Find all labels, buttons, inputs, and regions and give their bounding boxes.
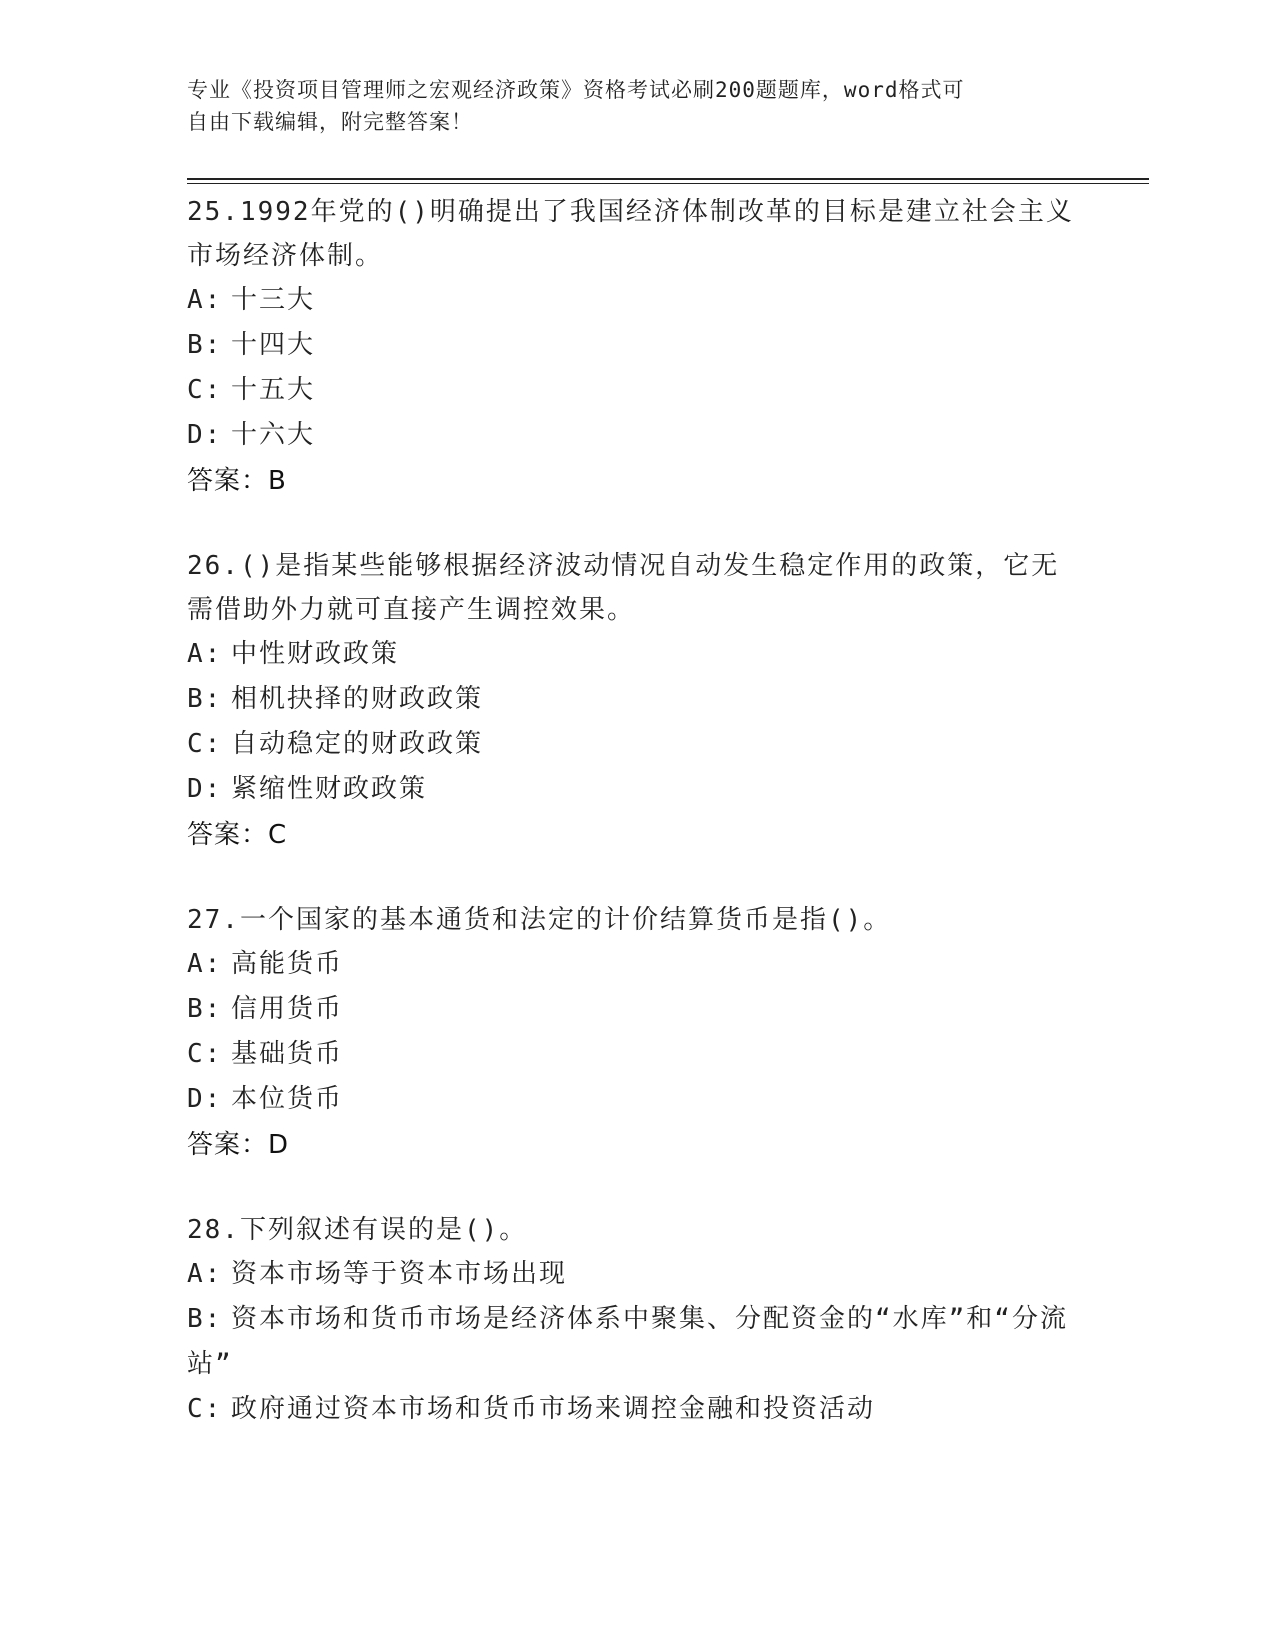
option-text: 十四大 (231, 330, 316, 360)
answer-line: 答案：D (187, 1130, 290, 1160)
option-d (187, 767, 1087, 812)
option-text: 中性财政政策 (231, 639, 400, 669)
option-key: A: (187, 639, 223, 669)
option-b (187, 677, 1087, 722)
option-c (187, 1032, 1087, 1077)
question-stem: 28.下列叙述有误的是()。 (187, 1215, 528, 1245)
option-key: C: (187, 375, 223, 405)
option-d (187, 1077, 1087, 1122)
option-text: 高能货币 (231, 949, 344, 979)
option-text: 十三大 (231, 285, 316, 315)
option-key: A: (187, 949, 223, 979)
header-line-2: 自由下载编辑，附完整答案！ (187, 110, 473, 134)
question-26 (187, 544, 1087, 858)
option-c (187, 1387, 1087, 1432)
option-text: 相机抉择的财政政策 (231, 684, 484, 714)
question-25 (187, 190, 1087, 504)
option-d (187, 413, 1087, 458)
option-c (187, 368, 1087, 413)
option-key: C: (187, 1039, 223, 1069)
option-b (187, 1297, 1087, 1387)
option-key: A: (187, 285, 223, 315)
option-key: D: (187, 1084, 223, 1114)
option-a (187, 942, 1087, 987)
option-text: 十五大 (231, 375, 316, 405)
option-text: 自动稳定的财政政策 (231, 729, 484, 759)
option-a (187, 278, 1087, 323)
option-key: B: (187, 1304, 223, 1334)
answer-line: 答案：C (187, 820, 288, 850)
option-text: 紧缩性财政政策 (231, 774, 428, 804)
option-c (187, 722, 1087, 767)
option-b (187, 987, 1087, 1032)
option-text: 基础货币 (231, 1039, 344, 1069)
question-27 (187, 898, 1087, 1168)
option-text: 十六大 (231, 420, 316, 450)
option-key: B: (187, 330, 223, 360)
option-key: A: (187, 1259, 223, 1289)
option-text: 本位货币 (231, 1084, 344, 1114)
page-header (187, 74, 1067, 138)
option-key: D: (187, 420, 223, 450)
answer-line: 答案：B (187, 466, 287, 496)
question-stem: 26.()是指某些能够根据经济波动情况自动发生稳定作用的政策，它无需借助外力就可直接产生调控效果。 (187, 551, 1060, 625)
option-text: 政府通过资本市场和货币市场来调控金融和投资活动 (231, 1394, 876, 1424)
option-key: B: (187, 994, 223, 1024)
option-a (187, 1252, 1087, 1297)
question-stem: 27.一个国家的基本通货和法定的计价结算货币是指()。 (187, 905, 892, 935)
option-key: D: (187, 774, 223, 804)
header-divider (187, 178, 1149, 180)
option-key: C: (187, 1394, 223, 1424)
option-text: 资本市场和货币市场是经济体系中聚集、分配资金的“水库”和“分流站” (187, 1304, 1068, 1379)
option-a (187, 632, 1087, 677)
option-key: B: (187, 684, 223, 714)
question-28 (187, 1208, 1087, 1432)
option-b (187, 323, 1087, 368)
option-key: C: (187, 729, 223, 759)
header-line-1: 专业《投资项目管理师之宏观经济政策》资格考试必刷200题题库，word格式可 (187, 78, 965, 102)
option-text: 资本市场等于资本市场出现 (231, 1259, 568, 1289)
option-text: 信用货币 (231, 994, 344, 1024)
question-stem: 25.1992年党的()明确提出了我国经济体制改革的目标是建立社会主义市场经济体制。 (187, 197, 1074, 271)
question-list (187, 190, 1087, 1472)
